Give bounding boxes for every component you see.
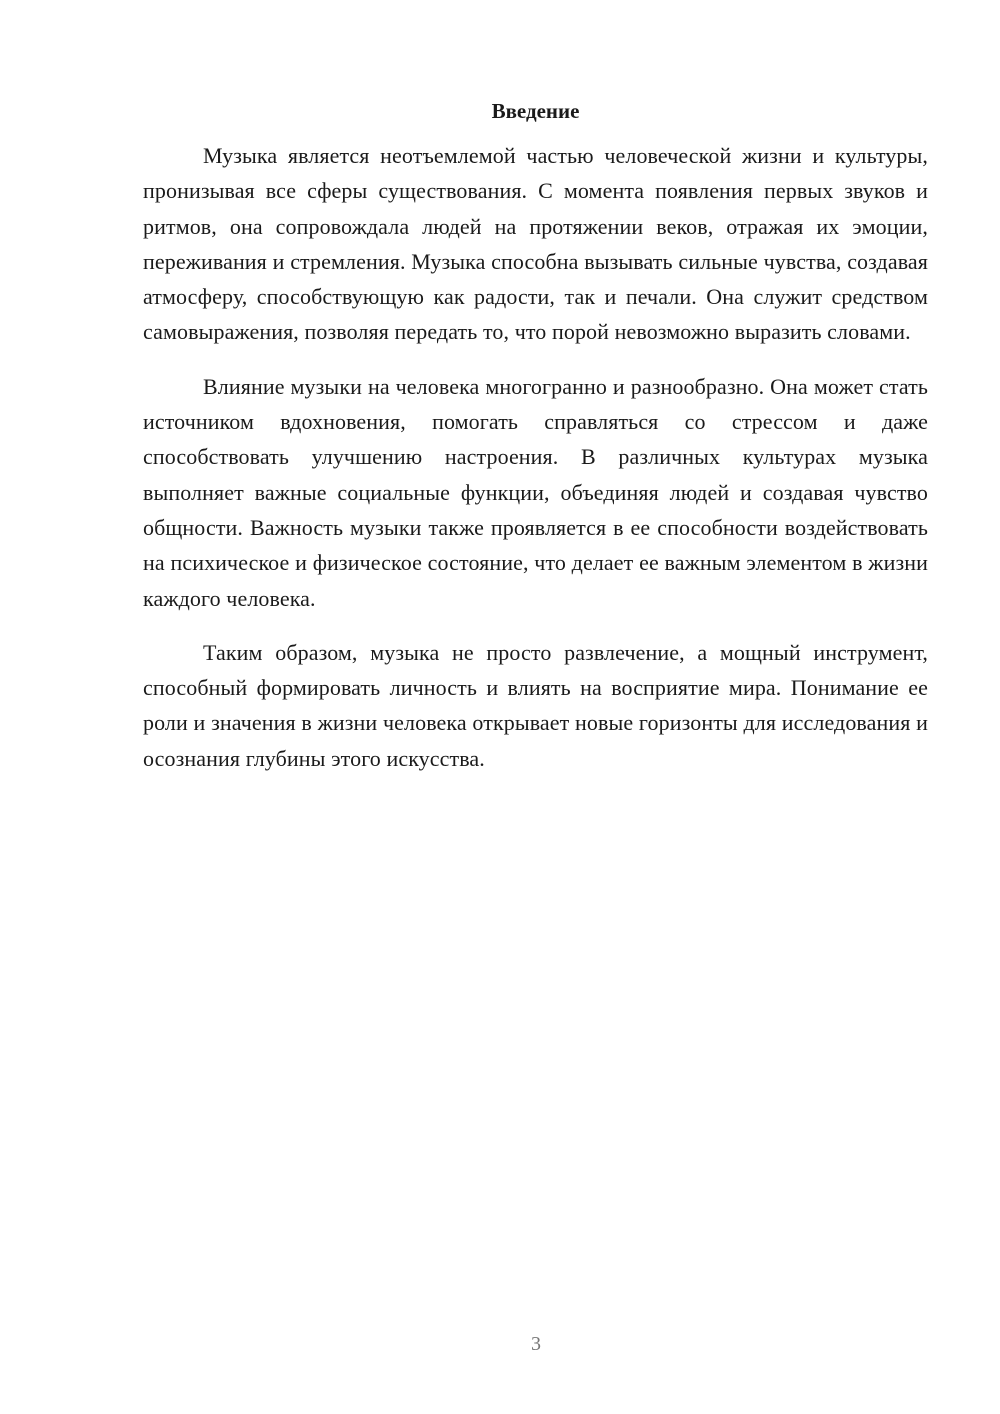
section-title: Введение — [491, 99, 580, 123]
paragraph-2: Влияние музыки на человека многогранно и разнообразно. Она может стать источником вдохновения, помогать справляться со стрессом и даже способствовать улучшению настроения. В различных культурах музыка выполняет важные социальные функции, объединяя людей и создавая чувство общности. Важность музыки также проявляется в ее способности воздействовать на психическое и физическое состояние, что делает ее важным элементом в жизни каждого человека. — [143, 373, 928, 611]
paragraph-3: Таким образом, музыка не просто развлечение, а мощный инструмент, способный формировать личность и влиять на восприятие мира. Понимание ее роли и значения в жизни человека открывает новые горизонты для исследования и осознания глубины этого искусства. — [143, 639, 928, 771]
paragraph-1: Музыка является неотъемлемой частью человеческой жизни и культуры, пронизывая все сферы существования. С момента появления первых звуков и ритмов, она сопровождала людей на протяжении веков, отражая их эмоции, переживания и стремления. Музыка способна вызывать сильные чувства, создавая атмосферу, способствующую как радости, так и печали. Она служит средством самовыражения, позволяя передать то, что порой невозможно выразить словами. — [143, 143, 928, 345]
page-number: 3 — [531, 1333, 541, 1355]
page-content — [143, 96, 928, 795]
